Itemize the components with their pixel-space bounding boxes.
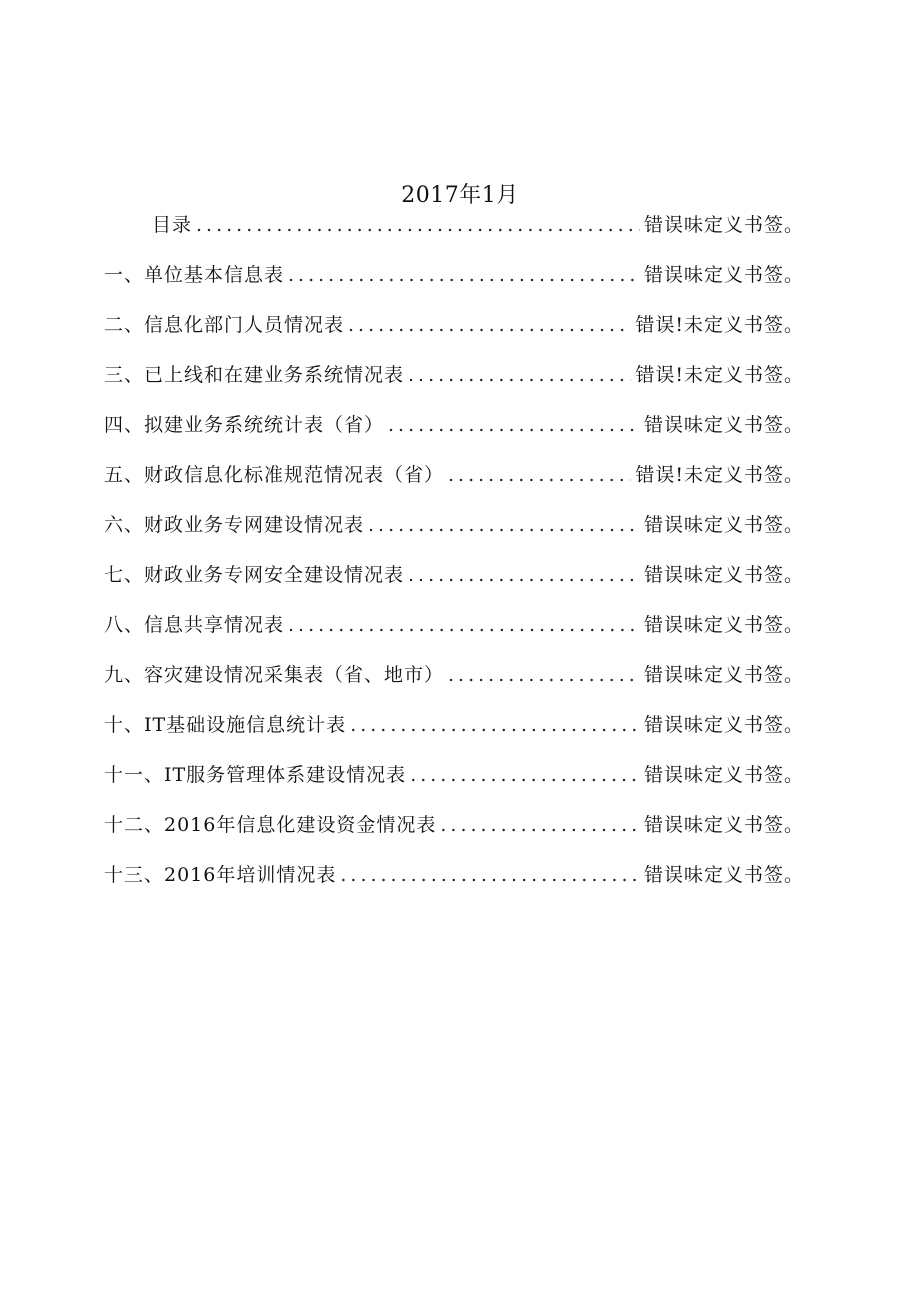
toc-entry-label: 目录 — [152, 214, 193, 236]
dot-leader — [340, 860, 640, 890]
toc-entry-label: 六、财政业务专网建设情况表 — [104, 514, 365, 536]
toc-entry-7[interactable] — [104, 560, 804, 610]
date-heading: 2017年1月 — [401, 183, 519, 208]
toc-entry-page-ref: 错误味定义书签。 — [643, 514, 804, 536]
toc-entry-5[interactable] — [104, 460, 804, 510]
dot-leader — [388, 410, 640, 440]
dot-leader — [410, 760, 640, 790]
dot-leader — [368, 510, 640, 540]
toc-entry-12[interactable] — [104, 810, 804, 860]
toc-entry-13[interactable] — [104, 860, 804, 910]
toc-entry-page-ref: 错误!未定义书签。 — [635, 464, 804, 486]
toc-entry-11[interactable] — [104, 760, 804, 810]
toc-entry-page-ref: 错误味定义书签。 — [643, 214, 804, 236]
toc-entry-contents[interactable] — [104, 210, 804, 260]
toc-entry-10[interactable] — [104, 710, 804, 760]
toc-entry-8[interactable] — [104, 610, 804, 660]
toc-entry-label: 三、已上线和在建业务系统情况表 — [104, 364, 405, 386]
toc-entry-label: 四、拟建业务系统统计表（省） — [104, 414, 385, 436]
toc-entry-page-ref: 错误味定义书签。 — [643, 864, 804, 886]
toc-entry-page-ref: 错误味定义书签。 — [643, 764, 804, 786]
toc-entry-page-ref: 错误味定义书签。 — [643, 664, 804, 686]
toc-entry-label: 七、财政业务专网安全建设情况表 — [104, 564, 405, 586]
toc-entry-3[interactable] — [104, 360, 804, 410]
table-of-contents — [104, 210, 804, 910]
toc-entry-label: 十、IT基础设施信息统计表 — [104, 714, 347, 736]
toc-entry-page-ref: 错误!未定义书签。 — [635, 314, 804, 336]
dot-leader — [408, 360, 631, 390]
dot-leader — [350, 710, 640, 740]
toc-entry-label: 五、财政信息化标准规范情况表（省） — [104, 464, 445, 486]
toc-entry-4[interactable] — [104, 410, 804, 460]
toc-entry-page-ref: 错误味定义书签。 — [643, 814, 804, 836]
toc-entry-label: 二、信息化部门人员情况表 — [104, 314, 345, 336]
toc-entry-label: 十三、2016年培训情况表 — [104, 864, 337, 886]
dot-leader — [440, 810, 640, 840]
toc-entry-page-ref: 错误味定义书签。 — [643, 564, 804, 586]
dot-leader — [408, 560, 640, 590]
toc-entry-label: 十二、2016年信息化建设资金情况表 — [104, 814, 437, 836]
toc-entry-6[interactable] — [104, 510, 804, 560]
toc-entry-page-ref: 错误!未定义书签。 — [635, 364, 804, 386]
dot-leader — [448, 660, 640, 690]
toc-entry-label: 十一、IT服务管理体系建设情况表 — [104, 764, 407, 786]
toc-entry-1[interactable] — [104, 260, 804, 310]
dot-leader — [288, 260, 640, 290]
toc-entry-page-ref: 错误味定义书签。 — [643, 714, 804, 736]
dot-leader — [196, 210, 640, 240]
dot-leader — [448, 460, 631, 490]
toc-entry-label: 九、容灾建设情况采集表（省、地市） — [104, 664, 445, 686]
dot-leader — [348, 310, 631, 340]
toc-entry-9[interactable] — [104, 660, 804, 710]
toc-entry-2[interactable] — [104, 310, 804, 360]
toc-entry-page-ref: 错误味定义书签。 — [643, 264, 804, 286]
dot-leader — [288, 610, 640, 640]
toc-entry-page-ref: 错误味定义书签。 — [643, 614, 804, 636]
toc-entry-label: 八、信息共享情况表 — [104, 614, 285, 636]
toc-entry-label: 一、单位基本信息表 — [104, 264, 285, 286]
toc-entry-page-ref: 错误味定义书签。 — [643, 414, 804, 436]
